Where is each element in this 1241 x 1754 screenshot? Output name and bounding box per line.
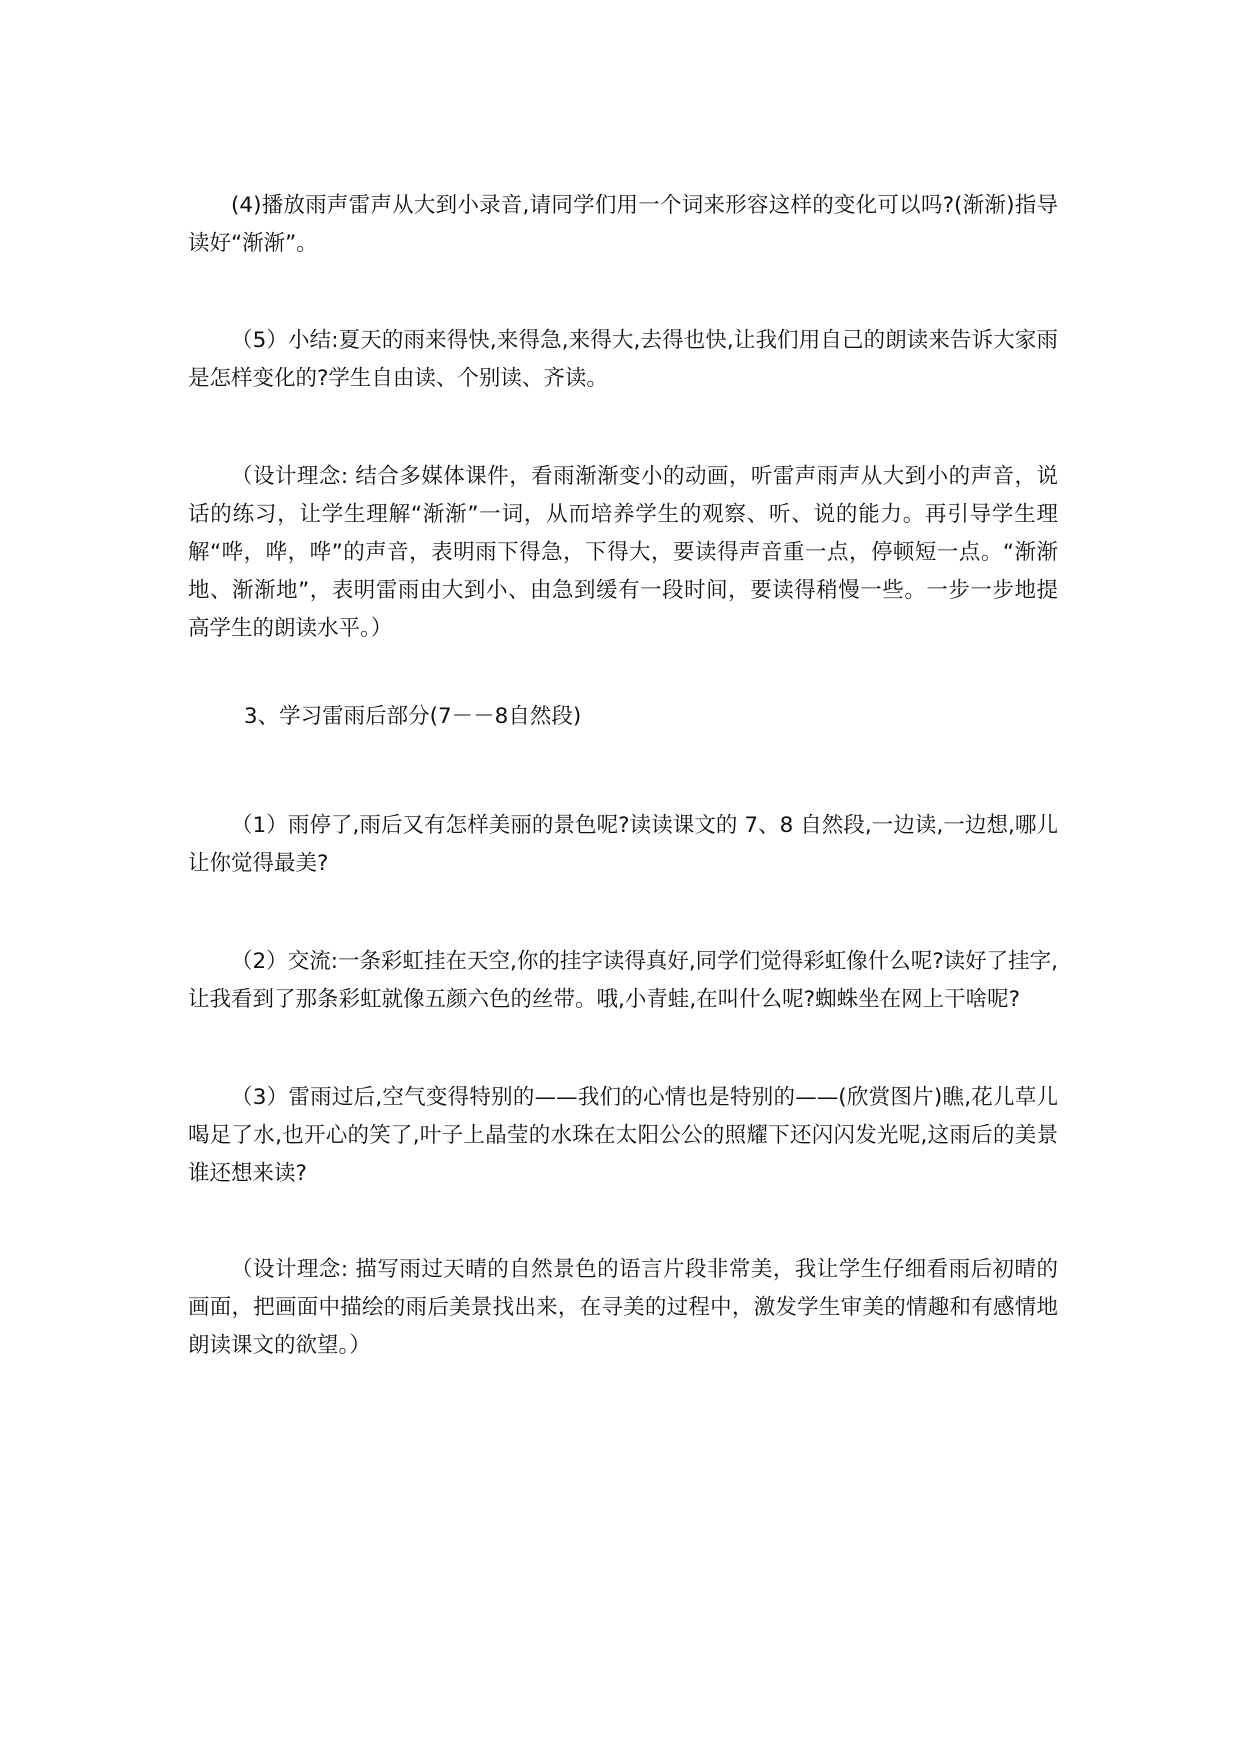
paragraph-design-rationale-2: （设计理念: 描写雨过天晴的自然景色的语言片段非常美，我让学生仔细看雨后初晴的画面，把画面中描绘的雨后美景找出来，在寻美的过程中，激发学生审美的情趣和有感情地朗读课文的欲望。）: [188, 1257, 1058, 1358]
paragraph-after-rain-3: （3）雷雨过后,空气变得特别的——我们的心情也是特别的——(欣赏图片)瞧,花儿草儿喝足了水,也开心的笑了,叶子上晶莹的水珠在太阳公公的照耀下还闪闪发光呢,这雨后的美景谁还想来读?: [188, 1085, 1058, 1186]
paragraph-design-rationale-1: （设计理念: 结合多媒体课件，看雨渐渐变小的动画，听雷声雨声从大到小的声音，说话的练习，让学生理解“渐渐”一词，从而培养学生的观察、听、说的能力。再引导学生理解“哗，哗，哗”的声音，表明雨下得急，下得大，要读得声音重一点，停顿短一点。“渐渐地、渐渐地”，表明雷雨由大到小、由急到缓有一段时间，要读得稍慢一些。一步一步地提高学生的朗读水平。）: [188, 464, 1058, 641]
paragraph-step-5-summary: （5）小结:夏天的雨来得快,来得急,来得大,去得也快,让我们用自己的朗读来告诉大家雨是怎样变化的?学生自由读、个别读、齐读。: [188, 328, 1058, 391]
paragraph-after-rain-1: （1）雨停了,雨后又有怎样美丽的景色呢?读读课文的 7、8 自然段,一边读,一边想,哪儿让你觉得最美?: [188, 813, 1058, 876]
section-heading-3: 3、学习雷雨后部分(7－－8自然段): [243, 704, 582, 729]
paragraph-step-4: (4)播放雨声雷声从大到小录音,请同学们用一个词来形容这样的变化可以吗?(渐渐)指导读好“渐渐”。: [188, 193, 1058, 256]
paragraph-after-rain-2: （2）交流:一条彩虹挂在天空,你的挂字读得真好,同学们觉得彩虹像什么呢?读好了挂字,让我看到了那条彩虹就像五颜六色的丝带。哦,小青蛙,在叫什么呢?蜘蛛坐在网上干啥呢?: [188, 949, 1058, 1012]
